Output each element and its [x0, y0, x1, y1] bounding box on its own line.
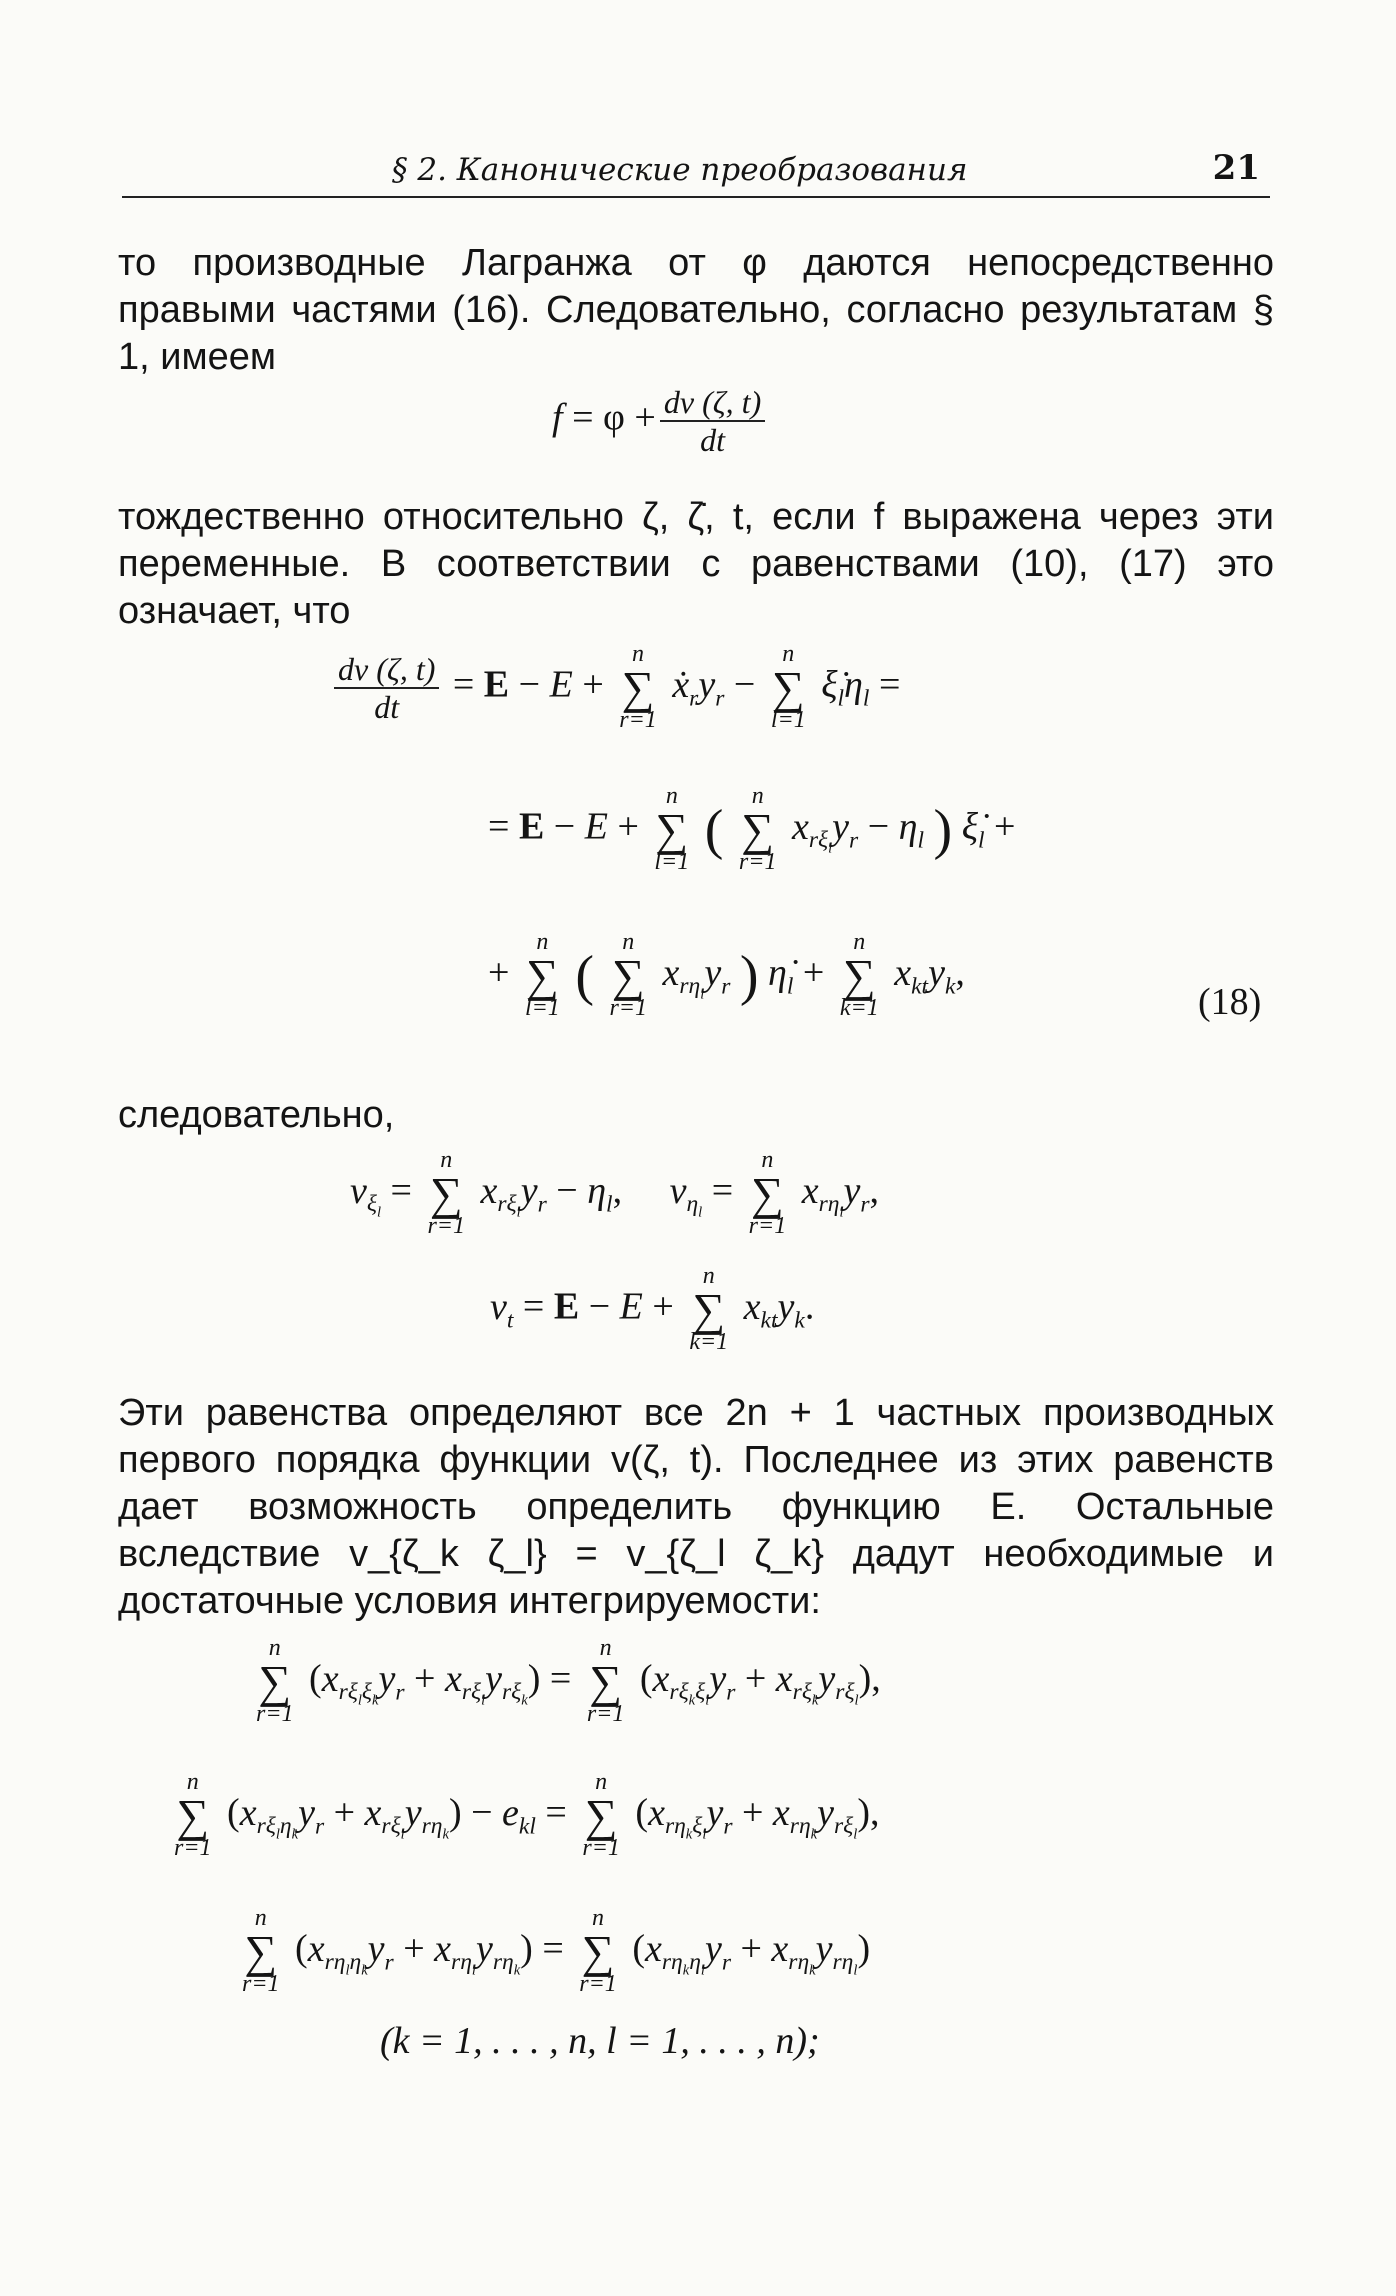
equation-partials-2: $v_t = E - E$ + n ∑ k=1 $x_{kt}y_k$. [490, 1263, 815, 1355]
index-range: (k = 1, . . . , n, l = 1, . . . , n); [380, 2020, 820, 2062]
equation-partials-1: $v_{\xi_l}$ = n ∑ r=1 $x_{r\xi_l}y_r - \eta_l$, $v_{\eta_l}$ = n ∑ r=1 $x_{r\eta_l}y_r$, [350, 1147, 880, 1239]
paragraph-1: то производные Лагранжа от φ даются непосредственно правыми частями (16). Следовательно, согласно результатам § 1, имеем [118, 242, 1274, 378]
equation-condition-3: n ∑ r=1 $(x_{r\eta_l\eta_k}y_r + x_{r\eta_l}y_{r\eta_k})$ = n ∑ r=1 $(x_{r\eta_k\eta_l}y_r + x_{r\eta_k}y_{r\eta_l})$ [242, 1905, 871, 1997]
equation-18-line2: = E − E + n ∑ l=1 ( n ∑ r=1 $x_{r\xi_l}y_r - \eta_l$ ) $\xi̇_l$ + [488, 783, 1016, 875]
equation-18-line1: $\frac{dv (\zeta, t)}{dt}$ = E − E + n ∑ r=1 $ẋ_ry_r$ − n ∑ l=1 $\xi̇_l\eta_l$ = [330, 642, 900, 734]
equation-18-line3: + n ∑ l=1 ( n ∑ r=1 $x_{r\eta_l}y_r$ ) $\etȧ_l$ + n ∑ k=1 $x_{kt}y_k$, [488, 929, 965, 1021]
paragraph-2: тождественно относительно ζ, ζ̇, t, если f выражена через эти переменные. В соответствии с равенствами (10), (17) это означает, что [118, 496, 1274, 632]
equation-condition-1: n ∑ r=1 $(x_{r\xi_l\xi_k}y_r + x_{r\xi_l}y_{r\xi_k})$ = n ∑ r=1 $(x_{r\xi_k\xi_l}y_r + x_{r\xi_k}y_{r\xi_l})$, [256, 1635, 881, 1727]
chapter-title: § 2. Канонические преобразования [392, 152, 968, 188]
page-number: 21 [1212, 148, 1260, 188]
equation-f: f = φ + $\frac{dv (\zeta, t)}{dt}$ [552, 386, 769, 456]
paragraph-4: Эти равенства определяют все 2n + 1 частных производных первого порядка функции v(ζ, t). Последнее из этих равенств дает возможность определить функцию E. Остальные вследствие v_{ζ_k ζ_l} = v_{ζ_l ζ_k} дадут необходимые и достаточные условия интегрируемости: [118, 1392, 1274, 1622]
equation-condition-2: n ∑ r=1 $(x_{r\xi_l\eta_k}y_r + x_{r\xi_l}y_{r\eta_k}) - e_{kl}$ = n ∑ r=1 $(x_{r\eta_k\xi_l}y_r + x_{r\eta_k}y_{r\xi_l})$, [174, 1769, 880, 1861]
running-header [122, 148, 1270, 198]
paragraph-3: следовательно, [118, 1094, 395, 1136]
equation-number-18: (18) [1198, 981, 1262, 1023]
